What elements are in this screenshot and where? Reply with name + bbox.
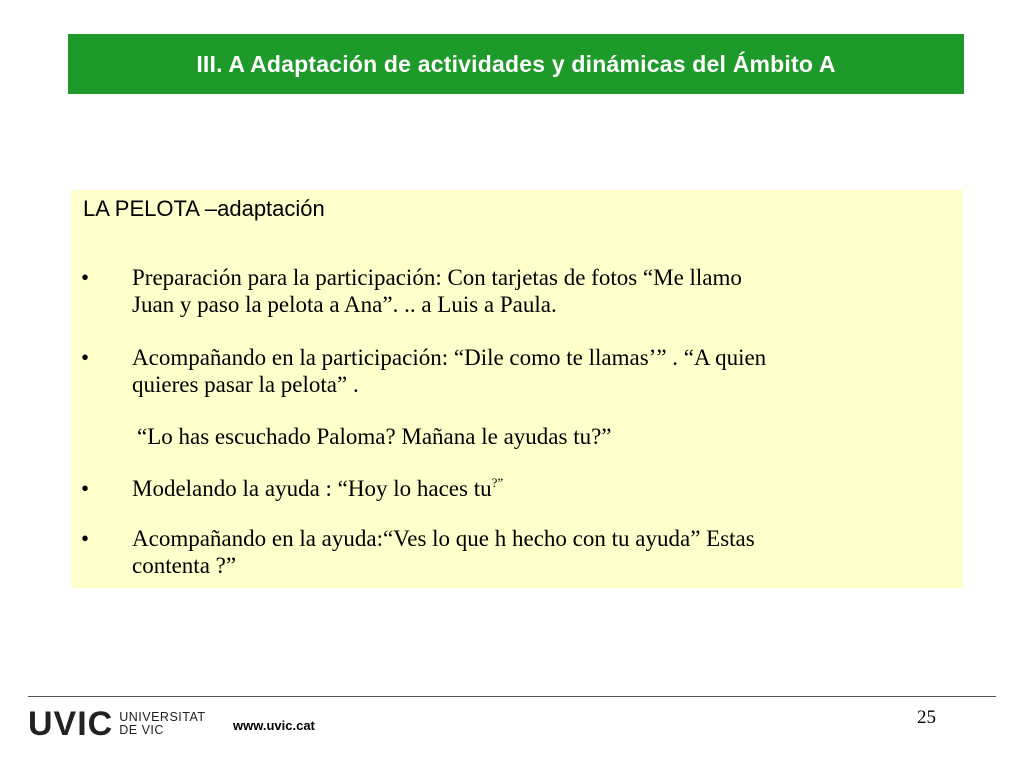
- logo-line: UNIVERSITAT: [119, 710, 206, 724]
- bullet-line: quieres pasar la pelota” .: [132, 372, 359, 397]
- quote-line: “Lo has escuchado Paloma? Mañana le ayudas tu?”: [137, 424, 612, 449]
- bullet-superscript: ?”: [491, 475, 504, 490]
- page-number: 25: [917, 707, 936, 728]
- slide-title: III. A Adaptación de actividades y dinámicas del Ámbito A: [196, 50, 836, 77]
- slide-title-bar: [68, 34, 964, 94]
- bullet-line: contenta ?”: [132, 553, 237, 578]
- bullet-line: Modelando la ayuda : “Hoy lo haces tu: [132, 476, 492, 501]
- bullet-line: Preparación para la participación: Con tarjetas de fotos “Me llamo: [132, 265, 742, 290]
- bullet-symbol: •: [81, 476, 90, 501]
- uvic-logo: [28, 707, 206, 741]
- logo-mark: UVIC: [28, 705, 114, 743]
- bullet-symbol: •: [81, 526, 90, 551]
- footer-divider: [28, 696, 996, 697]
- bullet-line: Juan y paso la pelota a Ana”. .. a Luis a Paula.: [132, 292, 557, 317]
- content-box: [71, 190, 963, 588]
- bullet-line: Acompañando en la ayuda:“Ves lo que h hecho con tu ayuda” Estas: [132, 526, 755, 551]
- website-link[interactable]: www.uvic.cat: [233, 718, 315, 733]
- logo-name: [119, 711, 205, 737]
- logo-line: DE VIC: [119, 723, 164, 737]
- box-heading: LA PELOTA –adaptación: [83, 196, 325, 221]
- bullet-line: Acompañando en la participación: “Dile como te llamas’” . “A quien: [132, 345, 767, 370]
- bullet-symbol: •: [81, 345, 90, 370]
- bullet-symbol: •: [81, 265, 90, 290]
